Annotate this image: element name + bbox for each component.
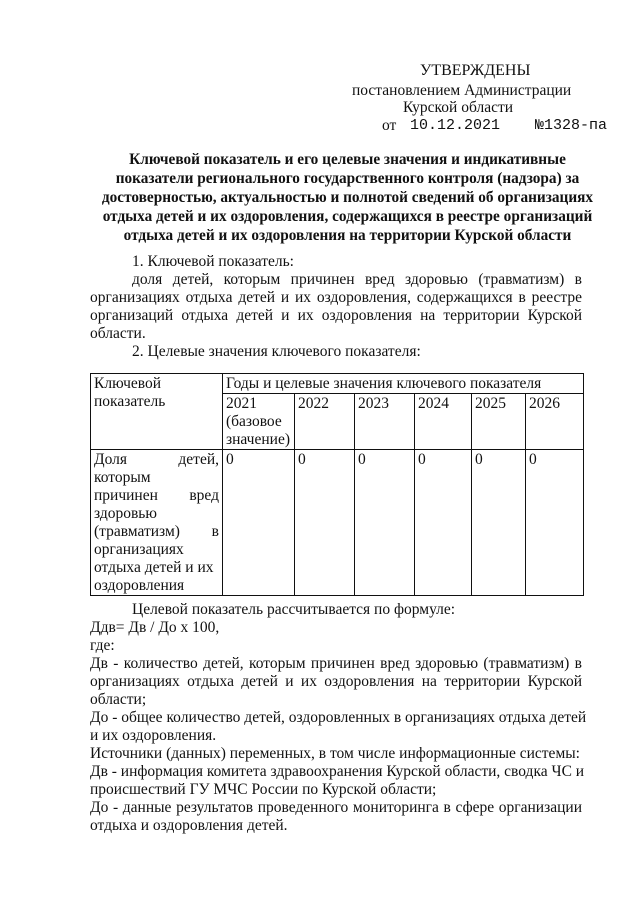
approval-from-label: от [382,117,397,134]
table-value-cell: 0 [355,450,415,596]
definition-do-line: До - общее количество детей, оздоровленных в организациях отдыха детей [90,709,587,726]
table-header-year: 2023 [355,394,415,450]
title-line: отдыха детей и их оздоровления, содержащихся в реестре организаций [102,208,593,225]
approval-number: №1328-па [535,117,608,134]
table-header-years: Годы и целевые значения ключевого показателя [223,374,584,394]
title-line: достоверностью, актуальностью и полнотой сведений об организациях [101,189,594,206]
source-dv-line: Дв - информация комитета здравоохранения Курской области, сводка ЧС и [90,763,585,780]
table-indicator-cell: Доля детей, которым причинен вред здоровью (травматизм) в организациях отдыха детей и их оздоровления [91,450,223,596]
table-header-year: 2026 [526,394,584,450]
table-value-cell: 0 [295,450,355,596]
sources-heading: Источники (данных) переменных, в том числе информационные системы: [90,745,580,762]
approval-line-2: Курской области [403,99,514,116]
definition-dv-line: Дв - количество детей, которым причинен вред здоровью (травматизм) в [90,655,582,672]
section-1-heading: 1. Ключевой показатель: [132,253,294,270]
section-2-heading: 2. Целевые значения ключевого показателя: [132,343,421,360]
formula-intro: Целевой показатель рассчитывается по формуле: [132,601,456,618]
formula-expression: Ддв= Дв / До х 100, [90,619,220,636]
table-value-cell: 0 [472,450,526,596]
section-1-line: области. [90,325,146,342]
table-value-cell: 0 [415,450,472,596]
section-1-line: организаций отдыха детей и их оздоровления на территории Курской [90,307,582,324]
approval-heading: УТВЕРЖДЕНЫ [420,62,531,79]
table-value-cell: 0 [223,450,295,596]
table-value-cell: 0 [526,450,584,596]
table-header-year: 2024 [415,394,472,450]
definition-dv-line: организациях отдыха детей и их оздоровления на территории Курской [90,673,582,690]
table-header-year-2021: 2021 (базовое значение) [223,394,295,450]
table-header-year: 2025 [472,394,526,450]
title-line: показатели регионального государственного контроля (надзора) за [115,170,580,187]
target-values-table [90,373,584,596]
title-line: Ключевой показатель и его целевые значения и индикативные [129,151,566,168]
formula-where: где: [90,637,115,654]
definition-dv-line: области; [90,691,147,708]
title-line: отдыха детей и их оздоровления на территории Курской области [123,227,572,244]
approval-line-1: постановлением Администрации [352,82,572,99]
document-title [70,150,625,245]
section-1-line: организациях отдыха детей и их оздоровления, содержащихся в реестре [90,289,582,306]
table-header-indicator: Ключевой показатель [91,374,223,450]
definition-do-line: и их оздоровления. [90,727,217,744]
source-dv-line: происшествий ГУ МЧС России по Курской области; [90,781,437,798]
source-do-line: отдыха и оздоровления детей. [90,817,288,834]
section-1-line: доля детей, которым причинен вред здоровью (травматизм) в [132,271,582,288]
source-do-line: До - данные результатов проведенного мониторинга в сфере организации [90,799,582,816]
table-header-year: 2022 [295,394,355,450]
approval-date: 10.12.2021 [410,117,501,134]
